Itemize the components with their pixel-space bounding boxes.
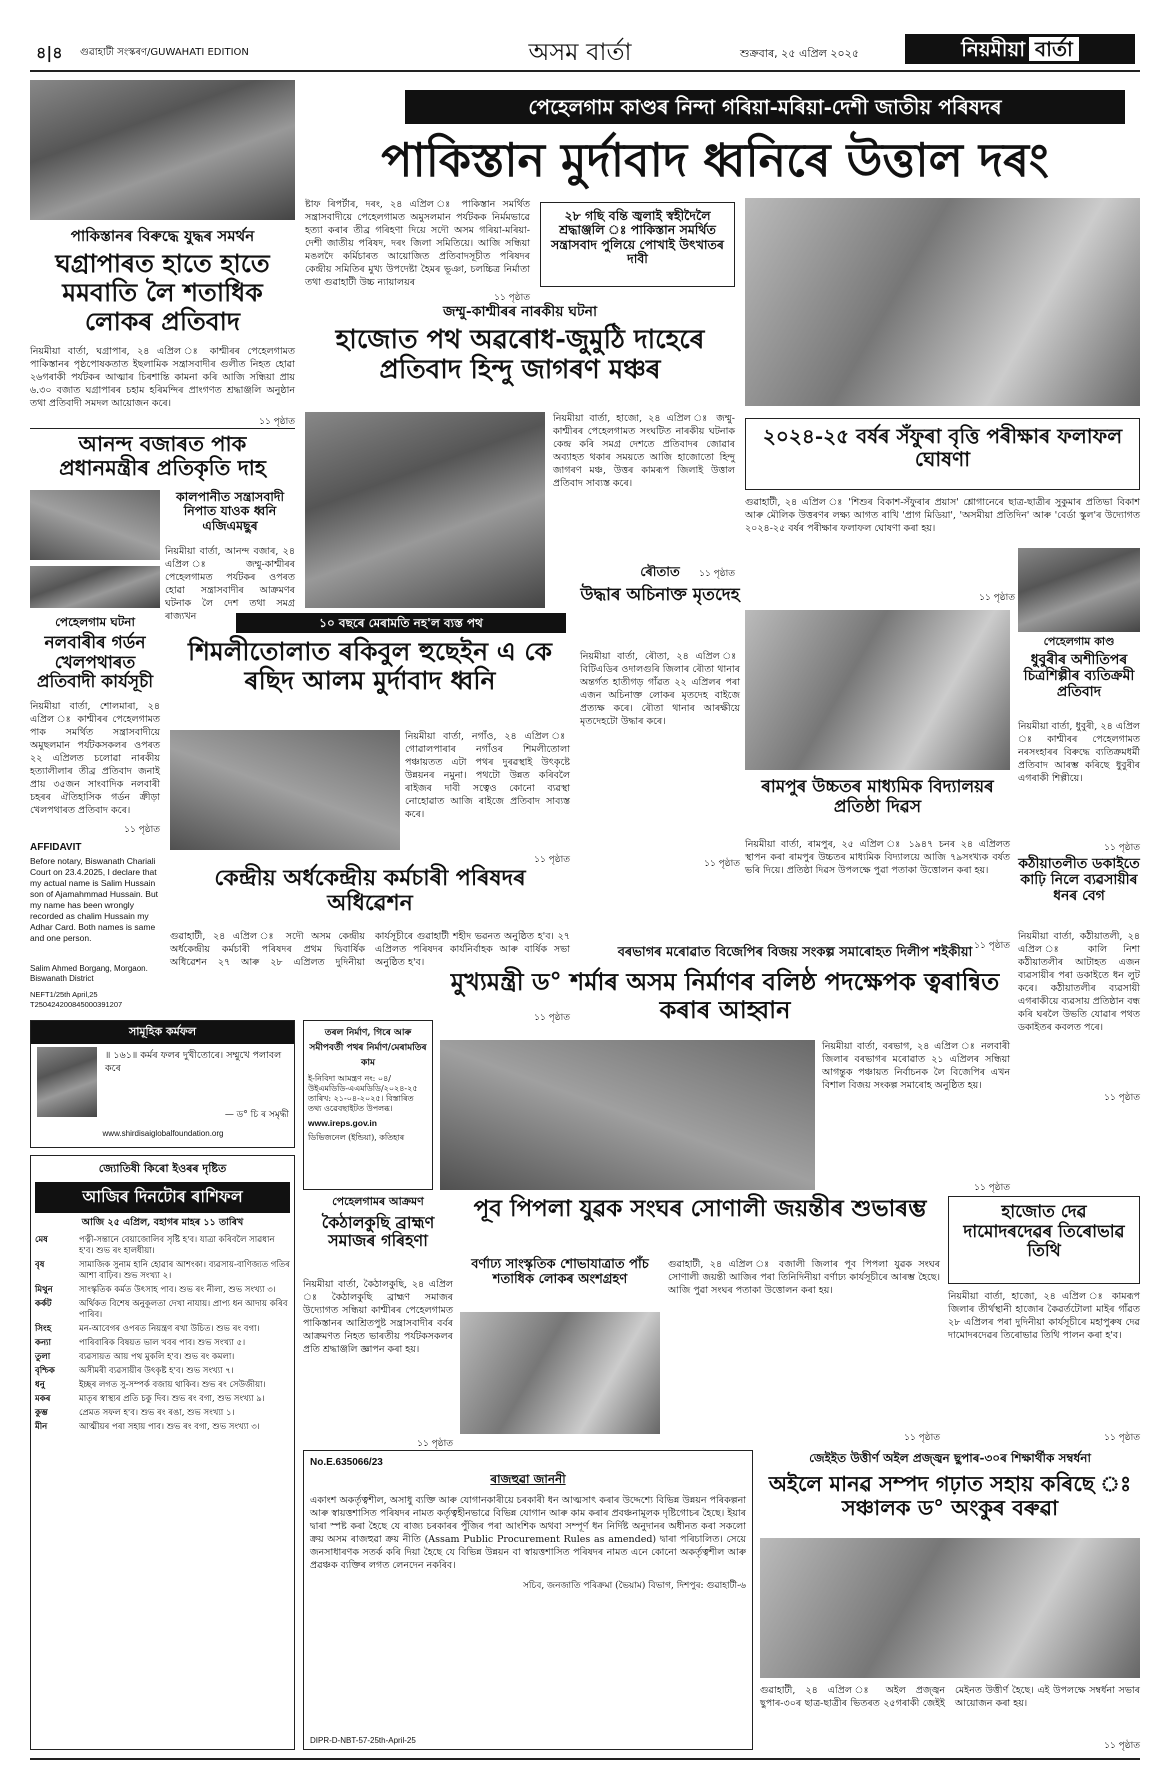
tithi-headline: হাজোত দেৱ দামোদৰদেৱৰ তিৰোভাৱ তিথি [948, 1196, 1140, 1284]
shimlitola-headline: শিমলীতোলাত ৰকিবুল হুছেইন এ কে ৰছিদ আলম মুৰ্দাবাদ ধ্বনি [187, 637, 553, 695]
zodiac-name: মিথুন [35, 1285, 53, 1295]
felicitation-photo [760, 1538, 1140, 1678]
zodiac-row [35, 1299, 290, 1321]
tender-signature: ডিভিজনেল (ইন্ডিয়া), কতিহাৰ [308, 1133, 405, 1142]
zodiac-name: কুম্ভ [35, 1408, 48, 1418]
masthead-logo: নিয়মীয়া বাৰ্তা [905, 34, 1135, 64]
page-number: ৪|৪ [36, 43, 63, 62]
zodiac-row [35, 1380, 290, 1391]
nalbari-headline: নলবাৰীৰ গৰ্ডন খেলপথাৰত প্ৰতিবাদী কাৰ্যসূচী [36, 633, 154, 693]
oil-continued: ১১ পৃষ্ঠাত [1104, 1741, 1140, 1751]
oil-kicker: জেইইত উত্তীৰ্ণ অইল প্ৰজ্জ্বন ছুপাৰ-৩০ৰ শিক্ষাৰ্থীক সম্বৰ্ধনা [809, 1451, 1091, 1465]
author-portrait [37, 1047, 97, 1117]
zodiac-row [35, 1235, 290, 1257]
youth-headline: পূব পিপলা যুৱক সংঘৰ সোণালী জয়ন্তীৰ শুভাৰম্ভ [473, 1195, 927, 1222]
nalbari-body: নিয়মীয়া বাৰ্তা, শোলমাৰা, ২৪ এপ্ৰিল ঃ কাশ্মীৰৰ পেহেলগামত পাক সমৰ্থিত সন্ত্ৰাসবাদীয়ে অমুছলমান পৰ্যটকসকলৰ ওপৰত ২২ এপ্ৰিলত চলোৱা নাৰকীয় হত্যালীলাৰ তীব্ৰ প্ৰতিবাদ জনাই প্ৰায় ৩৫জন সাংবাদিক নলবাৰী চহৰৰ ঐতিহাসিক গৰ্ডন ক্ৰীড়া খেলপথাৰত প্ৰতিবাদ কৰে। [30, 701, 160, 816]
tithi-body: নিয়মীয়া বাৰ্তা, হাজো, ২৪ এপ্ৰিল ঃ কামৰূপ জিলাৰ তীৰ্থস্থানী হাজোৰ কৈৱৰ্তটোলা মাইৰ গাঁৱত ২৮ এপ্ৰিলৰ পৰা দুদিনীয়া কাৰ্যসূচীৰে মহাপুৰুষ দেৱ দামোদৰদেৱৰ তিৰোভাৱ তিথি পালন কৰা হ'ব। [948, 1291, 1140, 1341]
oil-body: গুৱাহাটী, ২৪ এপ্ৰিল ঃ অইল প্ৰজ্জ্বন ছুপাৰ-৩০ৰ ছাত্ৰ-ছাত্ৰীৰ ভিতৰত ২৫গৰাকী জেইই মেইনত উত্তীৰ্ণ হৈছে। এই উপলক্ষে সম্বৰ্ধনা সভাৰ আয়োজন কৰা হয়। [760, 1685, 1140, 1709]
issue-date: শুক্ৰবাৰ, ২৫ এপ্ৰিল ২০২৫ [740, 47, 859, 60]
notice-dipr: DIPR-D-NBT-57-25th-April-25 [310, 1736, 416, 1745]
ghagrapar-body: নিয়মীয়া বাৰ্তা, ঘগ্ৰাপাৰ, ২৪ এপ্ৰিল ঃ কাশ্মীৰৰ পেহেলগামত পাকিস্তানৰ পৃষ্ঠপোষকতাত ইছলামিক সন্ত্ৰাসবাদীৰ গুলীত নিহত হোৱা ২৬গৰাকী পৰ্যটকৰ আত্মাৰ চিৰশান্তি কামনা কৰি আজি সন্ধিয়া প্ৰায় ৬.৩০ বজাত ঘগ্ৰাপাৰৰ চহাম হৰিমন্দিৰ প্ৰাংগণত শ্ৰদ্ধাঞ্জলি অনুষ্ঠান তথা প্ৰতিবাদী সমদল আয়োজন কৰে। [30, 346, 295, 409]
shimlitola-continued: ১১ পৃষ্ঠাত [534, 855, 570, 865]
zodiac-row [35, 1338, 290, 1349]
lead-kicker: পেহেলগাম কাণ্ডৰ নিন্দা গৰিয়া-মৰিয়া-দেশী জাতীয় পৰিষদৰ [405, 90, 1125, 124]
zodiac-name: সিংহ [35, 1324, 52, 1334]
anandabazar-body: নিয়মীয়া বাৰ্তা, আনন্দ বজাৰ, ২৪ এপ্ৰিল ঃ জম্মু-কাশ্মীৰৰ পেহেলগামত পৰ্যটকৰ ওপৰত হোৱা সন্ত্ৰাসবাদীৰ আক্ৰমণৰ ঘটনাক লৈ দেশ তথা সমগ্ৰ ৰাজ্যখন [165, 546, 295, 622]
zodiac-text: অৰ্থিকত বিশেষ অনুকূলতা দেখা নাযায়। প্ৰাপ্য ধন আদায় কৰিব পাৰিব। [79, 1299, 288, 1320]
dhubri-body: নিয়মীয়া বাৰ্তা, ধুবুৰী, ২৪ এপ্ৰিল ঃ কাশ্মীৰৰ পেহেলগামত নৰসংহাৰৰ বিৰুদ্ধে ব্যতিক্ৰমধৰ্মী প্ৰতিবাদ আৰম্ভ কৰিছে ধুবুৰীৰ এগৰাকী শিল্পীয়ে। [1018, 721, 1140, 784]
youth-subhead: বৰ্ণাঢ্য সাংস্কৃতিক শোভাযাত্ৰাত পাঁচ শতাধিক লোকৰ অংশগ্ৰহণ [471, 1257, 649, 1287]
notice-signature: সচিব, জনজাতি পৰিক্ৰমা (ভৈয়াম) বিভাগ, দিশপুৰ: গুৱাহাটী-৬ [522, 1581, 746, 1591]
zodiac-name: মেষ [35, 1235, 48, 1245]
cm-kicker: বৰভাগৰ মৰোৱাত বিজেপিৰ বিজয় সংকল্প সমাৰোহত দিলীপ শইকীয়া [617, 945, 973, 960]
zodiac-text: মাতৃৰ স্বাস্থ্যৰ প্ৰতি চকু দিব। শুভ ৰং বগা, শুভ সংখ্যা ৯। [79, 1394, 265, 1404]
karma-signature: — ড° চি ৰ সমৃদ্ধী [224, 1110, 289, 1120]
hajo-headline: হাজোত পথ অৱৰোধ-জুমুঠি দাহেৰে প্ৰতিবাদ হিন্দু জাগৰণ মঞ্চৰ [335, 325, 705, 385]
zodiac-row [35, 1285, 290, 1296]
tender-title: তৰল নিৰ্মাণ, গিৰে আৰু সমীপবৰ্তী পথৰ নিৰ্মাণ/মেৰামতিৰ কাম [309, 1028, 427, 1068]
exam-continued: ১১ পৃষ্ঠাত [979, 593, 1015, 603]
karma-ad [30, 1020, 295, 1148]
dhubri-headline: ধুবুৰীৰ অশীতিপৰ চিত্ৰশিল্পীৰ ব্যতিক্ৰমী প্ৰতিবাদ [1023, 652, 1135, 701]
lead-sidebox: ২৮ গছি বন্তি জ্বলাই স্বহীদৈলৈ শ্ৰদ্ধাঞ্জলি ঃ পাকিস্তান সমৰ্থিত সন্ত্ৰাসবাদ পুলিয়ে পোখাই উৎখাতৰ দাবী [540, 202, 735, 287]
exam-headline: ২০২৪-২৫ বৰ্ষৰ সঁফুৰা বৃত্তি পৰীক্ষাৰ ফলাফল ঘোষণা [745, 418, 1140, 490]
shimlitola-kicker: ১০ বছৰে মেৰামতি নহ'ল ব্যস্ত পথ [236, 613, 566, 633]
notice-reference: No.E.635066/23 [310, 1457, 383, 1468]
dhubri-continued: ১১ পৃষ্ঠাত [1104, 843, 1140, 853]
zodiac-name: বৃশ্চিক [35, 1366, 55, 1376]
shimlitola-body: নিয়মীয়া বাৰ্তা, নগাঁও, ২৪ এপ্ৰিল ঃ গোৱালপাৰাৰ নগাঁওৰ শিমলীতোলা পঞ্চায়তত এটা পথৰ দুৰৱস্থাই উৎকৃষ্টে উন্নয়নৰ নমুনা। পথটো উন্নত কৰিবলৈ ৰাইজৰ দাবী সত্বেও কোনো ব্যৱস্থা নোহোৱাত আজি ৰাইজে প্ৰতিবাদ সাব্যস্ত কৰে। [405, 731, 570, 820]
road-protest-photo [170, 730, 400, 850]
zodiac-name: বৃষ [35, 1260, 45, 1270]
zodiac-text: ইচ্ছৰ লগত সু-সম্পৰ্ক বজায় থাকিব। শুভ ৰং সেউজীয়া। [79, 1380, 266, 1390]
employees-headline: কেন্দ্ৰীয় অৰ্ধকেন্দ্ৰীয় কৰ্মচাৰী পৰিষদৰ অধিৱেশন [214, 865, 526, 917]
effigy-photo [30, 490, 160, 560]
zodiac-text: প্ৰেমত সফল হ'ব। শুভ ৰং ৰঙা, শুভ সংখ্যা ১। [79, 1408, 235, 1418]
hajo-kicker: জম্মু-কাশ্মীৰৰ নাৰকীয় ঘটনা [442, 304, 598, 320]
zodiac-name: কন্যা [35, 1338, 51, 1348]
anandabazar-headline: আনন্দ বজাৰত পাক প্ৰধানমন্ত্ৰীৰ প্ৰতিকৃতি দাহ [59, 431, 266, 481]
tithi-continued: ১১ পৃষ্ঠাত [1104, 1433, 1140, 1443]
hajo-continued: ১১ পৃষ্ঠাত [699, 569, 735, 579]
zodiac-name: ধনু [35, 1380, 45, 1390]
rally-photo [440, 1040, 815, 1190]
zodiac-text: আত্মীয়ৰ পৰা সহায় পাব। শুভ ৰং বগা, শুভ সংখ্যা ৩। [79, 1422, 260, 1432]
youth-body: গুৱাহাটী, ২৪ এপ্ৰিল ঃ বজালী জিলাৰ পূব পিপলা যুৱক সংঘৰ সোণালী জয়ন্তী আজিৰ পৰা তিনিদিনীয়া বৰ্ণাঢ্য কাৰ্যসূচীৰে আৰম্ভ হৈছে। আজি পুৱা সংঘৰ পতাকা উত্তোলন কৰা হয়। [668, 1259, 940, 1296]
zodiac-text: পাৰিবাৰিক বিষয়ত ভাল খবৰ পাব। শুভ সংখ্যা ৫। [79, 1338, 246, 1348]
notice-body: একাংশ অকৰ্তৃত্বশীল, অসাধু ব্যক্তি আৰু যোগানকাৰীয়ে চৰকাৰী ধন আত্মসাৎ কৰাৰ উদ্দেশ্যে বিভিন্ন উন্নয়ন পৰিকল্পনা আৰু স্বায়ত্তশাসিত পৰিষদৰ নামত কৰ্তৃত্বহীনভাৱে বিভিন্ন যোগান আৰু কাম কৰাৰ প্ৰবঞ্চনামূলক দৃষ্টিগোচৰ হৈছে। ইয়াৰ দ্বাৰা স্পষ্ট কৰা হৈছে যে ৰাজ্য চৰকাৰৰ পুঁজিৰ পৰা আংশিক অথবা সম্পূৰ্ণ ধন নিৰ্দিষ্ট অনুদানৰ অধীনত কৰা সকলো ক্ৰয় অসম ৰাজহুৱা ক্ৰয় নীতি (Assam Public Procurement Rules as amended) দ্বাৰা পৰিচালিত। সেয়ে জনসাধাৰণক সতৰ্ক কৰি দিয়া হৈছে যে বিভিন্ন উন্নয়ন বা স্বায়ত্তশাসিত পৰিষদৰ নামত এনে কোনো অকৰ্তৃত্বশীল আৰু প্ৰৱঞ্চক ব্যক্তিৰ লগত লেনদেন নকৰিব। [310, 1495, 746, 1571]
oil-headline: অইলে মানৱ সম্পদ গঢ়াত সহায় কৰিছে ঃ সঞ্চালক ড° অংকুৰ বৰুৱা [768, 1471, 1132, 1521]
zodiac-name: মকৰ [35, 1394, 51, 1404]
rowta-body: নিয়মীয়া বাৰ্তা, ৰৌতা, ২৪ এপ্ৰিল ঃ বিটিএডিৰ ওদালগুৰি জিলাৰ ৰৌতা থানাৰ অন্তৰ্গত হাতীগড় গাঁৱত ২২ এপ্ৰিলৰ পৰা এজন অচিনাক্ত লোকৰ মৃতদেহ বাইজে প্ৰত্যক্ষ কৰে। ৰৌতা থানাৰ আৰক্ষীয়ে মৃতদেহটো উদ্ধাৰ কৰে। [580, 651, 740, 727]
zodiac-text: পত্নী-সন্তানে বেয়াজোলিব সৃষ্টি হ'ব। যাত্ৰা কৰিবলৈ সাৱধান হ'ব। শুভ ৰং হালধীয়া। [79, 1235, 275, 1256]
section-title: অসম বাৰ্তা [528, 38, 632, 66]
zodiac-row [35, 1408, 290, 1419]
zodiac-text: সামাজিক সুনাম হানি হোৱাৰ আশংকা। ব্যৱসায়-বাণিজ্যত গতিৰ আশা বাঢ়িব। শুভ সংখ্যা ২। [79, 1260, 290, 1281]
zodiac-name: কৰ্কট [35, 1299, 52, 1309]
tender-notice [303, 1020, 433, 1190]
zodiac-row [35, 1324, 290, 1335]
zodiac-text: সাংস্কৃতিক কৰ্মত উৎসাহ পাব। শুভ ৰং নীলা, শুভ সংখ্যা ৩। [79, 1285, 276, 1295]
zodiac-row [35, 1422, 290, 1433]
procession-photo [460, 1312, 660, 1434]
nalbari-photo [30, 566, 160, 608]
dhubri-kicker: পেহেলগাম কাণ্ড [1043, 635, 1115, 648]
award-photo [745, 610, 1010, 770]
road-blockade-photo [305, 412, 545, 608]
rampur-continued: ১১ পৃষ্ঠাত [974, 941, 1010, 951]
rowta-continued: ১১ পৃষ্ঠাত [704, 859, 740, 869]
karma-quote: ॥ ১৬১॥ কৰ্মৰ ফলৰ দুখীতোৰে। সম্মুখে পলাবল কৰে [105, 1050, 282, 1074]
karma-website[interactable]: www.shirdisaiglobalfoundation.org [102, 1129, 224, 1138]
nalbari-continued: ১১ পৃষ্ঠাত [124, 825, 160, 835]
employees-continued: ১১ পৃষ্ঠাত [534, 1013, 570, 1023]
zodiac-name: তুলা [35, 1352, 51, 1362]
brahmin-kicker: পেহেলগামৰ আক্ৰমণ [332, 1195, 424, 1208]
cm-body: নিয়মীয়া বাৰ্তা, বৰভাগ, ২৪ এপ্ৰিল ঃ নলবাৰী জিলাৰ বৰভাগৰ মৰোৱাত ২১ এপ্ৰিলৰ সন্ধিয়া আগন্তুক পঞ্চায়ত নিৰ্বাচনক লৈ বিজেপিৰ এখন বিশাল বিজয় সংকল্প সমাৰোহ অনুষ্ঠিত হয়। [822, 1041, 1010, 1091]
zodiac-list [35, 1235, 290, 1433]
ghagrapar-continued: ১১ পৃষ্ঠাত [259, 417, 295, 427]
zodiac-text: ব্যৱসায়ত আয় পথ মুকলি হ'ব। শুভ ৰং কমলা। [79, 1352, 235, 1362]
rowta-headline: উদ্ধাৰ অচিনাক্ত মৃতদেহ [580, 585, 740, 605]
candle-tribute-photo [745, 198, 1140, 406]
zodiac-text: মন-আবেগৰ ওপৰত নিয়ন্ত্ৰণ ৰখা উচিত। শুভ ৰং বগা। [79, 1324, 260, 1334]
rampur-headline: ৰামপুৰ উচ্চতৰ মাধ্যমিক বিদ্যালয়ৰ প্ৰতিষ্ঠা দিৱস [761, 777, 994, 817]
karma-title: সামূহিক কৰ্মফল [31, 1021, 294, 1044]
horoscope-kicker: জ্যোতিষী কিৰো ইওৰৰ দৃষ্টিত [98, 1162, 227, 1175]
affidavit-body: Before notary, Biswanath Chariali Court on 23.4.2025, I declare that my actual name is Salim Hussain son of Ajamahmmad Hussain. But my name has been wrongly recorded as chalim Hussain my Adhar Card. Both names is same and one person. [30, 856, 159, 943]
zodiac-row [35, 1394, 290, 1405]
zodiac-text: অসীমৰী ব্যৱসায়ীৰ উৎকৃষ্ট হ'ব। শুভ সংখ্যা ৭। [79, 1366, 234, 1376]
zodiac-row [35, 1366, 290, 1377]
notice-title: ৰাজহুৱা জাননী [490, 1472, 566, 1486]
rampur-body: নিয়মীয়া বাৰ্তা, ৰামপুৰ, ২৫ এপ্ৰিল ঃ ১৯৪৭ চনৰ ২৪ এপ্ৰিলত স্থাপন কৰা ৰামপুৰ উচ্চতৰ মাধ্যমিক বিদ্যালয়ে আজি ৭৯সংখ্যক বৰ্ষত ভৰি দিয়ে। প্ৰতিষ্ঠা দিৱস উপলক্ষে পুৱা পতাকা উত্তোলন কৰা হয়। [745, 839, 1010, 876]
lead-headline: পাকিস্তান মুৰ্দাবাদ ধ্বনিৰে উত্তাল দৰং [381, 133, 1049, 187]
tender-body: ই-নিবিদা আমন্ত্ৰণ নং: ০৪/উইএমডিডি-এএমডিডি/২০২৪-২৫ তাৰিখ: ২১-০৪-২০২৫। বিস্তাৰিত তথ্য ওৱেবছাইটত উপলব্ধ। [308, 1074, 418, 1113]
lead-body: ষ্টাফ ৰিপৰ্টাৰ, দৰং, ২৪ এপ্ৰিল ঃ পাকিস্তান সমৰ্থিত সন্ত্ৰাসবাদীয়ে পেহেলগামত অমুসলমান পৰ্যটকক নিৰ্মমভাৱে হত্যা কৰাৰ তীব্ৰ গৰিহণা দিয়ে সদৌ অসম গৰিয়া-মৰিয়া-দেশী জাতীয় পৰিষদ, দৰং জিলা সমিতিয়ে। আজি সন্ধিয়া মঙলদৈ কৰ্মিচাৰত আয়োজিত প্ৰতিবাদসূচীত পৰিষদৰ কেন্দ্ৰীয় সমিতিৰ মুখ্য উপদেষ্টা হৈমৰ ভূঞা, চলচ্চিত্ৰ নিৰ্মাতা তথা গুৱাহাটী উচ্চ ন্যায়ালয়ৰ [305, 199, 530, 288]
candle-protest-photo [30, 80, 295, 220]
kathiatoli-headline: কঠীয়াতলীত ডকাইতে কাঢ়ি নিলে ব্যৱসায়ীৰ ধনৰ বেগ [1018, 856, 1140, 905]
cm-continued: ১১ পৃষ্ঠাত [974, 1183, 1010, 1193]
ghagrapar-headline: ঘগ্ৰাপাৰত হাতে হাতে মমবাতি লৈ শতাধিক লোকৰ প্ৰতিবাদ [55, 249, 270, 336]
employees-body: গুৱাহাটী, ২৪ এপ্ৰিল ঃ সদৌ অসম কেন্দ্ৰীয় অৰ্ধকেন্দ্ৰীয় কৰ্মচাৰী পৰিষদৰ প্ৰথম দ্বিবাৰ্ষিক অধিৱেশন ২৭ আৰু ২৮ এপ্ৰিলত দুদিনীয়া কাৰ্যসূচীৰে গুৱাহাটী শহীদ ভৱনত অনুষ্ঠিত হ'ব। ২৭ এপ্ৰিলত পৰিষদৰ কাৰ্যনিৰ্বাহক আৰু বাৰ্ষিক সভা অনুষ্ঠিত হ'ব। [170, 931, 570, 968]
zodiac-row [35, 1260, 290, 1282]
government-notice [303, 1450, 753, 1750]
affidavit-signature: Salim Ahmed Borgang, Morgaon. Biswanath District [30, 964, 148, 983]
horoscope-box [30, 1155, 295, 1750]
affidavit-reference: NEFT1/25th April,25 T25042420084500039​1207 [30, 990, 123, 1009]
tender-website[interactable]: www.ireps.gov.in [308, 1118, 377, 1128]
affidavit-title: AFFIDAVIT [30, 842, 82, 853]
hajo-body: নিয়মীয়া বাৰ্তা, হাজো, ২৪ এপ্ৰিল ঃ জম্মু-কাশ্মীৰৰ পেহেলগামত সংঘটিত নাৰকীয় ঘটনাক কেন্দ্ৰ কৰি সমগ্ৰ দেশতে প্ৰতিবাদৰ জোৱাৰ অব্যাহত থকাৰ সময়তে আজি হাজোতো হিন্দু জাগৰণ মঞ্চ, উত্তৰ কামৰূপ জিলাই উত্তাল প্ৰতিবাদ সাব্যস্ত কৰে। [553, 413, 735, 489]
rowta-kicker: ৰৌতাত [640, 565, 680, 580]
horoscope-title: আজিৰ দিনটোৰ ৰাশিফল [35, 1182, 290, 1213]
kalpani-headline: কালপানীত সন্ত্ৰাসবাদী নিপাত যাওক ধ্বনি এজিএমছুৰ [175, 489, 285, 533]
kathiatoli-continued: ১১ পৃষ্ঠাত [1104, 1093, 1140, 1103]
zodiac-name: মীন [35, 1422, 48, 1432]
lead-continued: ১১ পৃষ্ঠাত [494, 293, 530, 303]
brahmin-body: নিয়মীয়া বাৰ্তা, কৈঠালকুছি, ২৪ এপ্ৰিল ঃ কৈঠালকুছি ব্ৰাহ্মণ সমাজৰ উদ্যোগত সন্ধিয়া কাশ্মীৰৰ পেহেলগামত পাকিস্তানৰ আশ্ৰিতপুষ্ট সন্ত্ৰাসবাদীৰ বৰ্বৰ আক্ৰমণত নিহত ভাৰতীয় পৰ্যটকসকলৰ প্ৰতি শ্ৰদ্ধাঞ্জলি জ্ঞাপন কৰা হয়। [303, 1279, 453, 1355]
cm-headline: মুখ্যমন্ত্ৰী ড° শৰ্মাৰ অসম নিৰ্মাণৰ বলিষ্ঠ পদক্ষেপক ত্বৰান্বিত কৰাৰ আহ্বান [450, 967, 1000, 1024]
exam-body: গুৱাহাটী, ২৪ এপ্ৰিল ঃ 'শিশুৰ বিকাশ-সঁফুৰাৰ প্ৰয়াস' শ্লোগানেৰে ছাত্ৰ-ছাত্ৰীৰ সুকুমাৰ প্ৰতিভা বিকাশ আৰু মৌলিক উত্তৰণৰ লক্ষ্য আগত ৰাখি 'প্ৰাগ মিডিয়া', 'অসমীয়া প্ৰতিদিন' আৰু 'বেৰ্ডা স্কুল'ৰ উদ্যোগত ২০২৪-২৫ বৰ্ষৰ পৰীক্ষাৰ ফলাফল ঘোষণা কৰা হয়। [745, 497, 1140, 534]
nalbari-kicker: পেহেলগাম ঘটনা [55, 615, 135, 629]
zodiac-row [35, 1352, 290, 1363]
brahmin-headline: কৈঠালকুছি ব্ৰাহ্মণ সমাজৰ গৰিহণা [321, 1213, 435, 1251]
horoscope-date: আজি ২৫ এপ্ৰিল, বহাগৰ মাহৰ ১১ তাৰিখ [81, 1217, 244, 1228]
edition-label: গুৱাহাটী সংস্কৰণ/GUWAHATI EDITION [80, 47, 249, 58]
painter-photo [1018, 548, 1140, 632]
brahmin-continued: ১১ পৃষ্ঠাত [417, 1439, 453, 1449]
kathiatoli-body: নিয়মীয়া বাৰ্তা, কঠীয়াতলী, ২৪ এপ্ৰিল ঃ কালি নিশা কঠীয়াতলীৰ আটাহত এজন ব্যৱসায়ীৰ পৰা ডকাইতে ধন লুট কৰে। কঠীয়াতলীৰ ব্যৱসায়ী এগৰাকীয়ে ব্যৱসায় প্ৰতিষ্ঠান বন্ধ কৰি ঘৰলৈ উভতি যোৱাৰ পথত ডকাইতৰ কবলত পৰে। [1018, 931, 1140, 1033]
youth-continued: ১১ পৃষ্ঠাত [904, 1433, 940, 1443]
ghagrapar-kicker: পাকিস্তানৰ বিৰুদ্ধে যুদ্ধৰ সমৰ্থন [70, 227, 255, 245]
